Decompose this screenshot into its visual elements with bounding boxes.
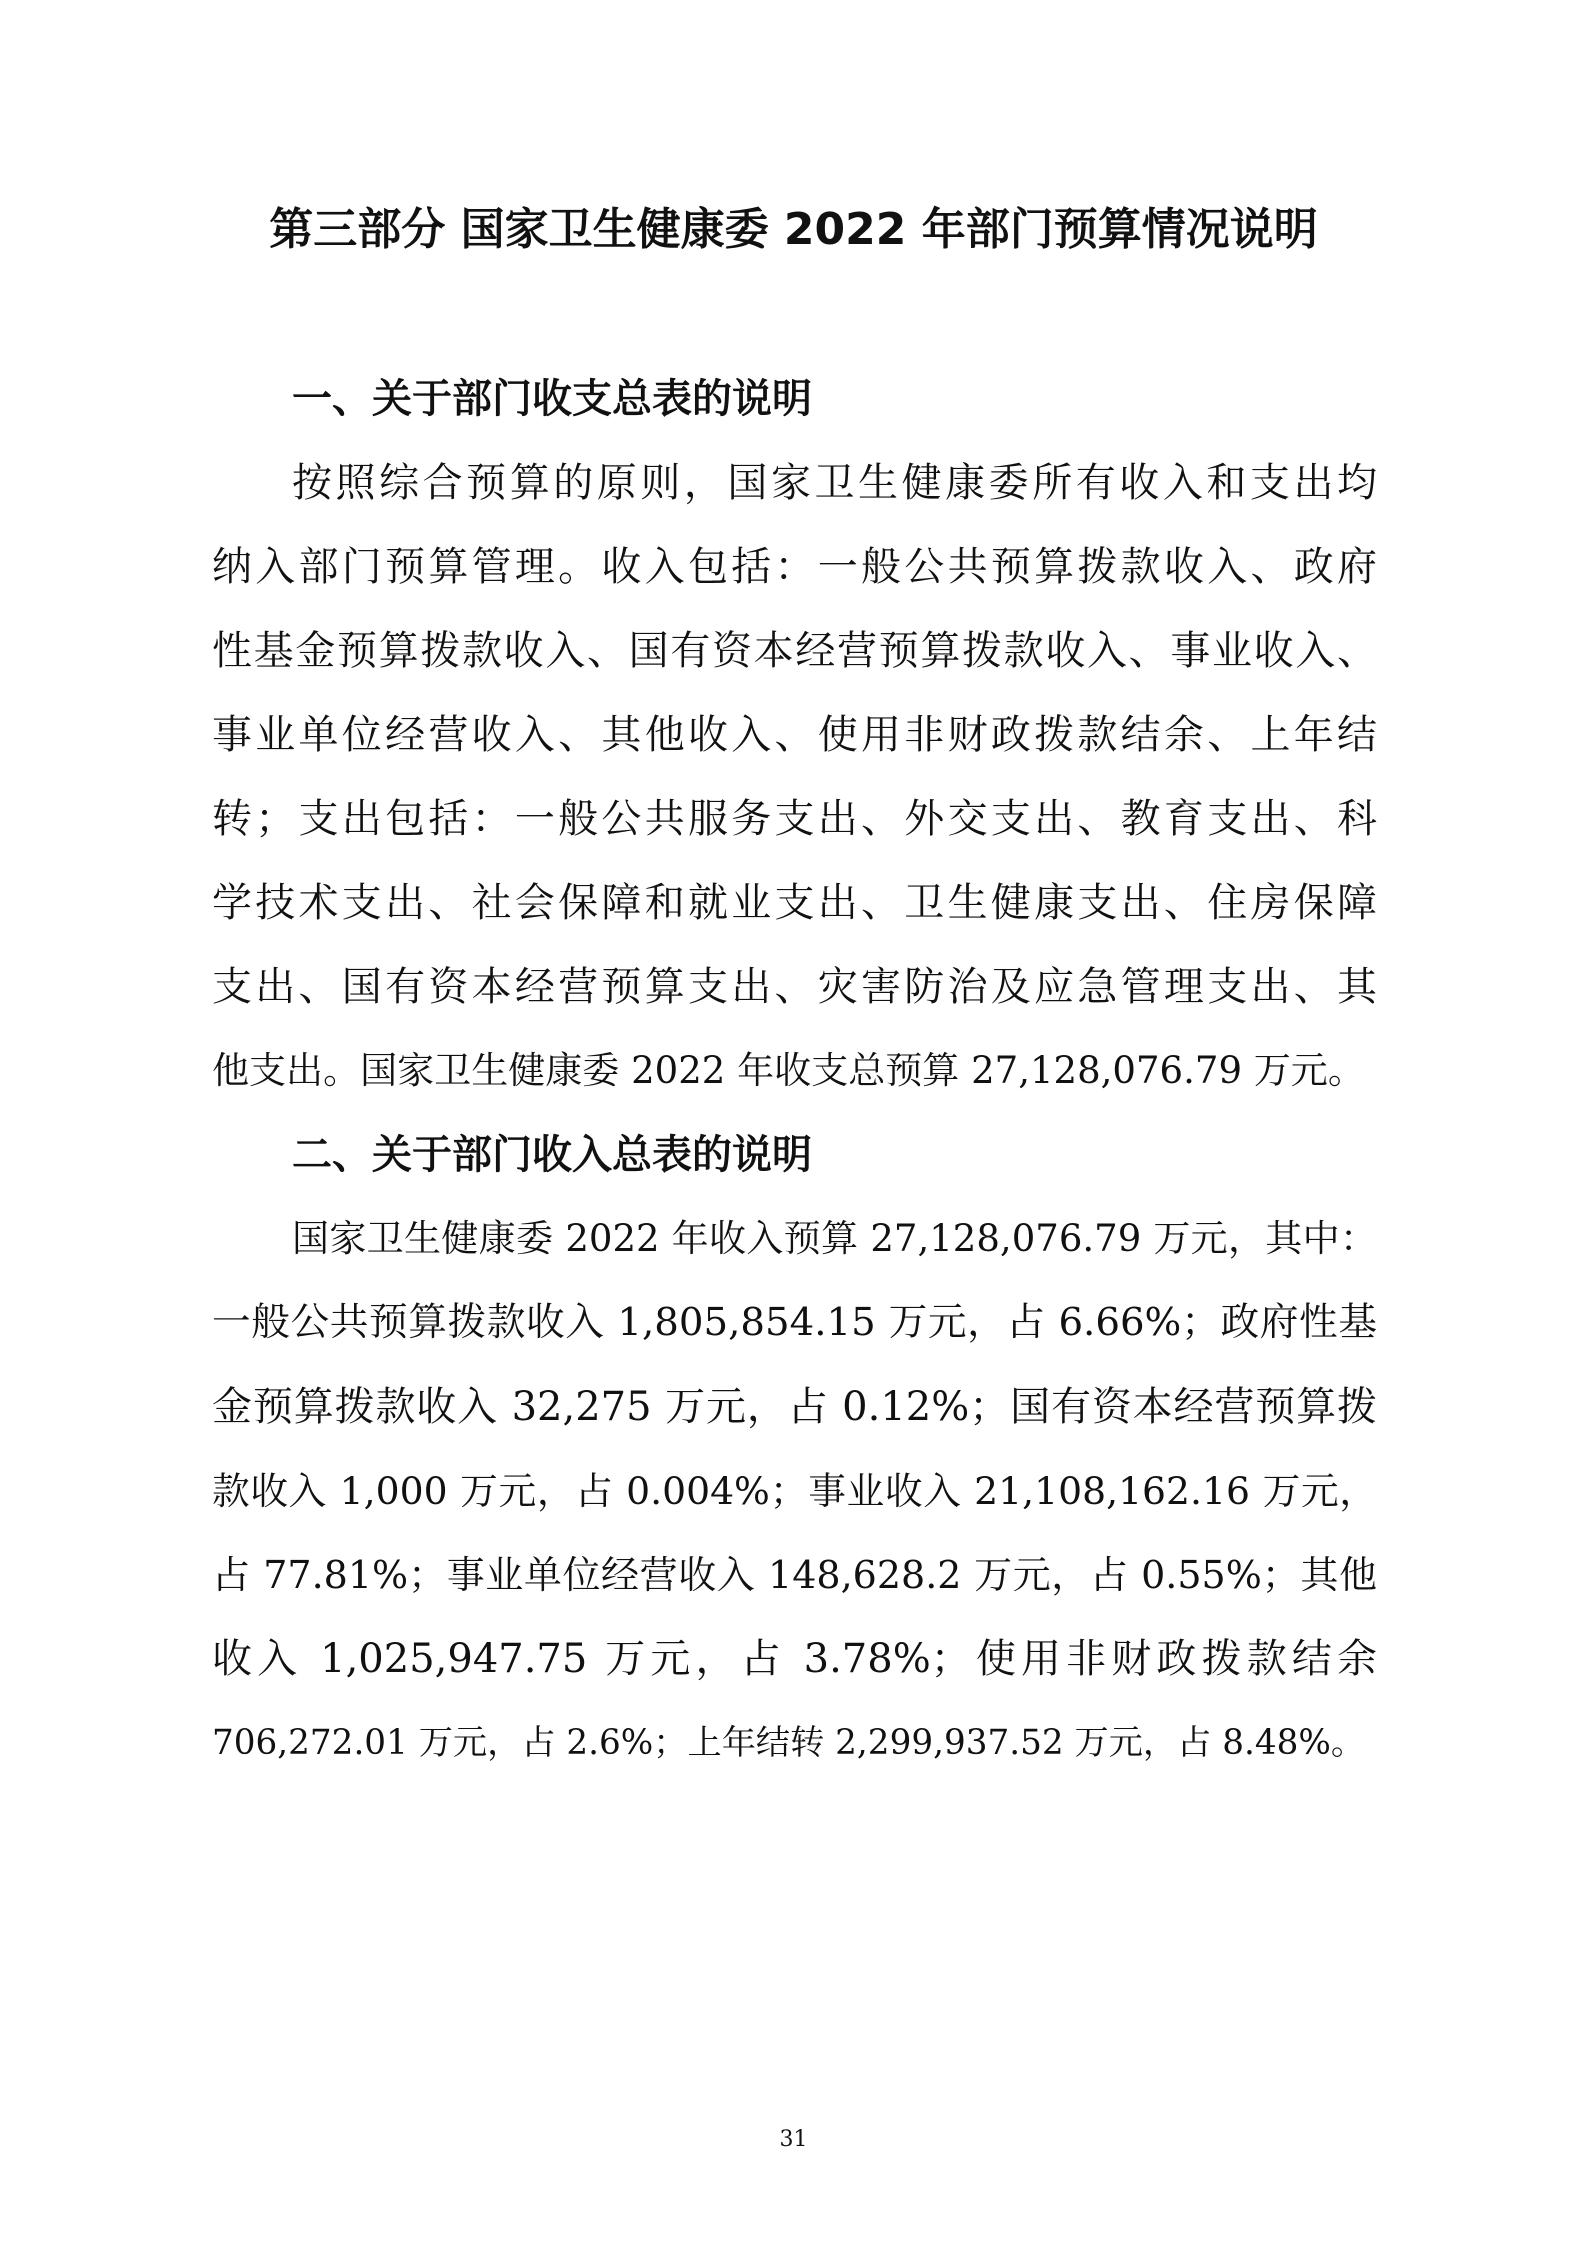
section-heading: 一、关于部门收支总表的说明 — [292, 376, 812, 422]
text-line: 金预算拨款收入 32,275 万元，占 0.12%；国有资本经营预算拨 — [212, 1384, 1377, 1430]
text-line: 706,272.01 万元，占 2.6%；上年结转 2,299,937.52 万元，占 8.48%。 — [212, 1723, 1366, 1763]
text-line: 款收入 1,000 万元，占 0.004%；事业收入 21,108,162.16 万元， — [212, 1469, 1377, 1513]
page-title: 第三部分 国家卫生健康委 2022 年部门预算情况说明 — [269, 204, 1318, 255]
text-line: 一般公共预算拨款收入 1,805,854.15 万元，占 6.66%；政府性基 — [212, 1300, 1377, 1345]
page-number: 31 — [779, 2127, 808, 2152]
section-budget-summary — [212, 357, 1377, 1113]
section-heading: 二、关于部门收入总表的说明 — [292, 1132, 812, 1178]
text-line: 国家卫生健康委 2022 年收入预算 27,128,076.79 万元，其中： — [292, 1217, 1377, 1260]
text-line: 按照综合预算的原则，国家卫生健康委所有收入和支出均 — [292, 460, 1377, 506]
paragraph-budget-summary — [212, 441, 1377, 1113]
text-line: 纳入部门预算管理。收入包括：一般公共预算拨款收入、政府 — [212, 544, 1377, 590]
text-line: 事业单位经营收入、其他收入、使用非财政拨款结余、上年结 — [212, 712, 1377, 758]
text-line: 占 77.81%；事业单位经营收入 148,628.2 万元，占 0.55%；其他 — [212, 1553, 1377, 1597]
text-line: 他支出。国家卫生健康委 2022 年收支总预算 27,128,076.79 万元。 — [212, 1049, 1365, 1092]
text-line: 转；支出包括：一般公共服务支出、外交支出、教育支出、科 — [212, 796, 1377, 842]
text-line: 性基金预算拨款收入、国有资本经营预算拨款收入、事业收入、 — [212, 628, 1377, 674]
text-line: 收入 1,025,947.75 万元，占 3.78%；使用非财政拨款结余 — [212, 1636, 1377, 1682]
document-body — [212, 357, 1377, 1785]
text-line: 支出、国有资本经营预算支出、灾害防治及应急管理支出、其 — [212, 964, 1377, 1010]
paragraph-income-summary — [212, 1197, 1377, 1785]
section-income-summary — [212, 1113, 1377, 1785]
text-line: 学技术支出、社会保障和就业支出、卫生健康支出、住房保障 — [212, 880, 1377, 926]
